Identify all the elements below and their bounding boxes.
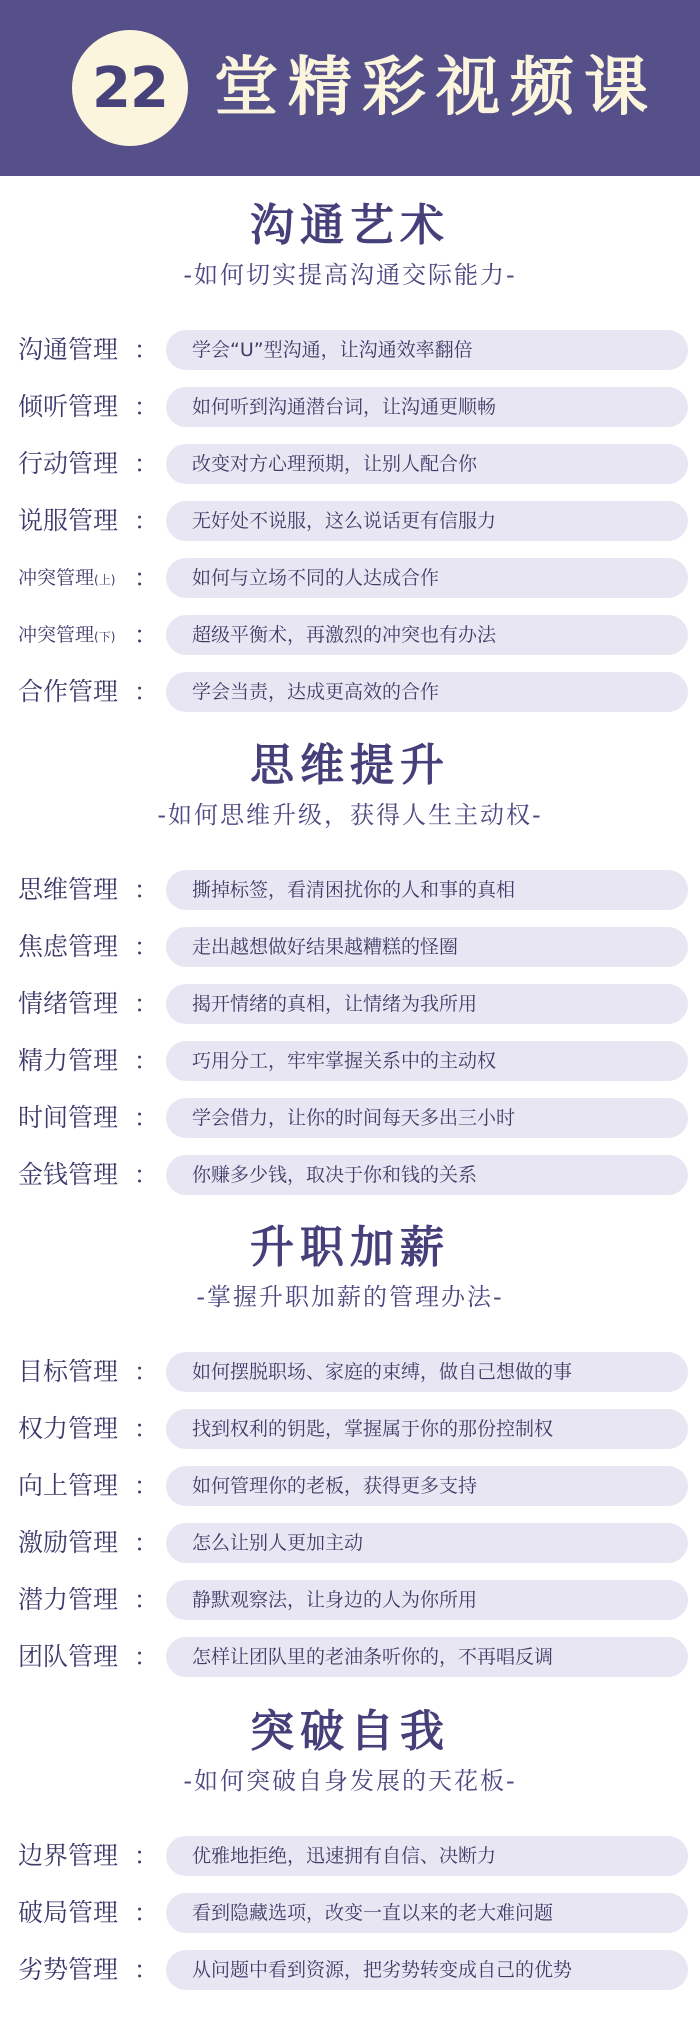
section-4 [0,1706,700,1984]
colon-separator: ： [134,1842,158,1870]
course-label-text: 目标管理 [18,1357,119,1386]
course-description-pill [166,1637,688,1677]
page-title: 堂精彩视频课 [214,50,658,125]
course-label-text: 金钱管理 [18,1160,119,1189]
course-label-text: 权力管理 [18,1414,119,1443]
course-description: 你赚多少钱，取决于你和钱的关系 [192,1164,478,1186]
colon-separator: ： [134,876,158,904]
course-description: 撕掉标签，看清困扰你的人和事的真相 [192,879,516,901]
course-label-text: 团队管理 [18,1642,119,1671]
course-label-text: 冲突管理 [18,624,95,646]
course-description-pill [166,984,688,1024]
course-description: 如何摆脱职场、家庭的束缚，做自己想做的事 [192,1361,573,1383]
colon-separator: ： [134,1415,158,1443]
course-description-pill [166,444,688,484]
header-banner [0,0,700,176]
course-row[interactable] [0,1039,700,1083]
course-label-text: 潜力管理 [18,1585,119,1614]
section-1 [0,200,700,706]
course-description-pill [166,501,688,541]
colon-separator: ： [134,990,158,1018]
count-badge: 22 [72,30,188,146]
course-row[interactable] [0,1948,700,1992]
course-row[interactable] [0,1578,700,1622]
course-description-pill [166,1836,688,1876]
course-row[interactable] [0,925,700,969]
section-subtitle: -如何突破自身发展的天花板- [183,1767,517,1795]
course-row[interactable] [0,670,700,714]
colon-separator: ： [134,1161,158,1189]
colon-separator: ： [134,933,158,961]
section-subtitle: -如何切实提高沟通交际能力- [183,261,517,289]
course-description: 找到权利的钥匙，掌握属于你的那份控制权 [192,1418,554,1440]
course-label-suffix: (下) [94,630,116,644]
colon-separator: ： [134,1104,158,1132]
course-label-text: 沟通管理 [18,335,119,364]
colon-separator: ： [134,678,158,706]
course-description-pill [166,387,688,427]
course-label-text: 合作管理 [18,677,119,706]
course-row[interactable] [0,868,700,912]
section-subtitle: -掌握升职加薪的管理办法- [196,1283,504,1311]
colon-separator: ： [134,1899,158,1927]
course-row[interactable] [0,328,700,372]
course-description-pill [166,1580,688,1620]
course-description: 无好处不说服，这么说话更有信服力 [192,510,497,532]
course-label-text: 精力管理 [18,1046,119,1075]
course-row[interactable] [0,385,700,429]
course-description: 优雅地拒绝，迅速拥有自信、决断力 [192,1845,497,1867]
course-description: 揭开情绪的真相，让情绪为我所用 [192,993,478,1015]
course-description-pill [166,1041,688,1081]
course-description-pill [166,1950,688,1990]
course-row[interactable] [0,613,700,657]
course-description: 学会借力，让你的时间每天多出三小时 [192,1107,516,1129]
course-description: 怎么让别人更加主动 [192,1532,364,1554]
course-description-pill [166,1523,688,1563]
course-row[interactable] [0,442,700,486]
course-label-text: 情绪管理 [18,989,119,1018]
section-title: 升职加薪 [250,1222,450,1273]
course-row[interactable] [0,1407,700,1451]
course-description-pill [166,927,688,967]
course-row[interactable] [0,1096,700,1140]
course-description-pill [166,1409,688,1449]
course-label-text: 激励管理 [18,1528,119,1557]
section-3 [0,1222,700,1671]
course-description-pill [166,1352,688,1392]
course-description: 看到隐藏选项，改变一直以来的老大难问题 [192,1902,554,1924]
course-label-suffix: (上) [94,573,116,587]
colon-separator: ： [134,1358,158,1386]
colon-separator: ： [134,393,158,421]
course-description: 如何听到沟通潜台词，让沟通更顺畅 [192,396,497,418]
course-description-pill [166,558,688,598]
course-label-text: 劣势管理 [18,1955,119,1984]
section-title: 突破自我 [250,1706,450,1757]
course-description: 学会“U”型沟通，让沟通效率翻倍 [192,339,473,361]
section-title: 思维提升 [250,740,450,791]
course-row[interactable] [0,556,700,600]
colon-separator: ： [134,507,158,535]
course-row[interactable] [0,1153,700,1197]
course-description: 静默观察法，让身边的人为你所用 [192,1589,478,1611]
course-description-pill [166,870,688,910]
course-description: 从问题中看到资源，把劣势转变成自己的优势 [192,1959,573,1981]
course-row[interactable] [0,1350,700,1394]
colon-separator: ： [134,1956,158,1984]
colon-separator: ： [134,1047,158,1075]
course-row[interactable] [0,1635,700,1679]
colon-separator: ： [134,1643,158,1671]
course-label-text: 破局管理 [18,1898,119,1927]
colon-separator: ： [134,564,158,592]
course-row[interactable] [0,1891,700,1935]
course-label-text: 思维管理 [18,875,119,904]
colon-separator: ： [134,1586,158,1614]
course-description: 巧用分工，牢牢掌握关系中的主动权 [192,1050,497,1072]
colon-separator: ： [134,450,158,478]
course-label-text: 倾听管理 [18,392,119,421]
course-description: 走出越想做好结果越糟糕的怪圈 [192,936,459,958]
course-description-pill [166,1466,688,1506]
course-row[interactable] [0,1521,700,1565]
course-row[interactable] [0,1464,700,1508]
colon-separator: ： [134,1472,158,1500]
course-description-pill [166,1155,688,1195]
course-row[interactable] [0,1834,700,1878]
course-description: 学会当责，达成更高效的合作 [192,681,440,703]
course-label-text: 说服管理 [18,506,119,535]
colon-separator: ： [134,621,158,649]
course-description: 怎样让团队里的老油条听你的，不再唱反调 [192,1646,554,1668]
course-description-pill [166,330,688,370]
colon-separator: ： [134,1529,158,1557]
course-label-text: 行动管理 [18,449,119,478]
course-description-pill [166,615,688,655]
course-description: 超级平衡术，再激烈的冲突也有办法 [192,624,497,646]
section-2 [0,740,700,1189]
course-label-text: 焦虑管理 [18,932,119,961]
course-description: 如何管理你的老板，获得更多支持 [192,1475,478,1497]
course-row[interactable] [0,499,700,543]
course-row[interactable] [0,982,700,1026]
course-label-text: 向上管理 [18,1471,119,1500]
section-subtitle: -如何思维升级，获得人生主动权- [157,801,543,829]
course-description: 如何与立场不同的人达成合作 [192,567,440,589]
colon-separator: ： [134,336,158,364]
course-label-text: 边界管理 [18,1841,119,1870]
course-description-pill [166,672,688,712]
course-description: 改变对方心理预期，让别人配合你 [192,453,478,475]
section-title: 沟通艺术 [250,200,450,251]
course-label-text: 冲突管理 [18,567,95,589]
course-description-pill [166,1098,688,1138]
course-label-text: 时间管理 [18,1103,119,1132]
course-description-pill [166,1893,688,1933]
